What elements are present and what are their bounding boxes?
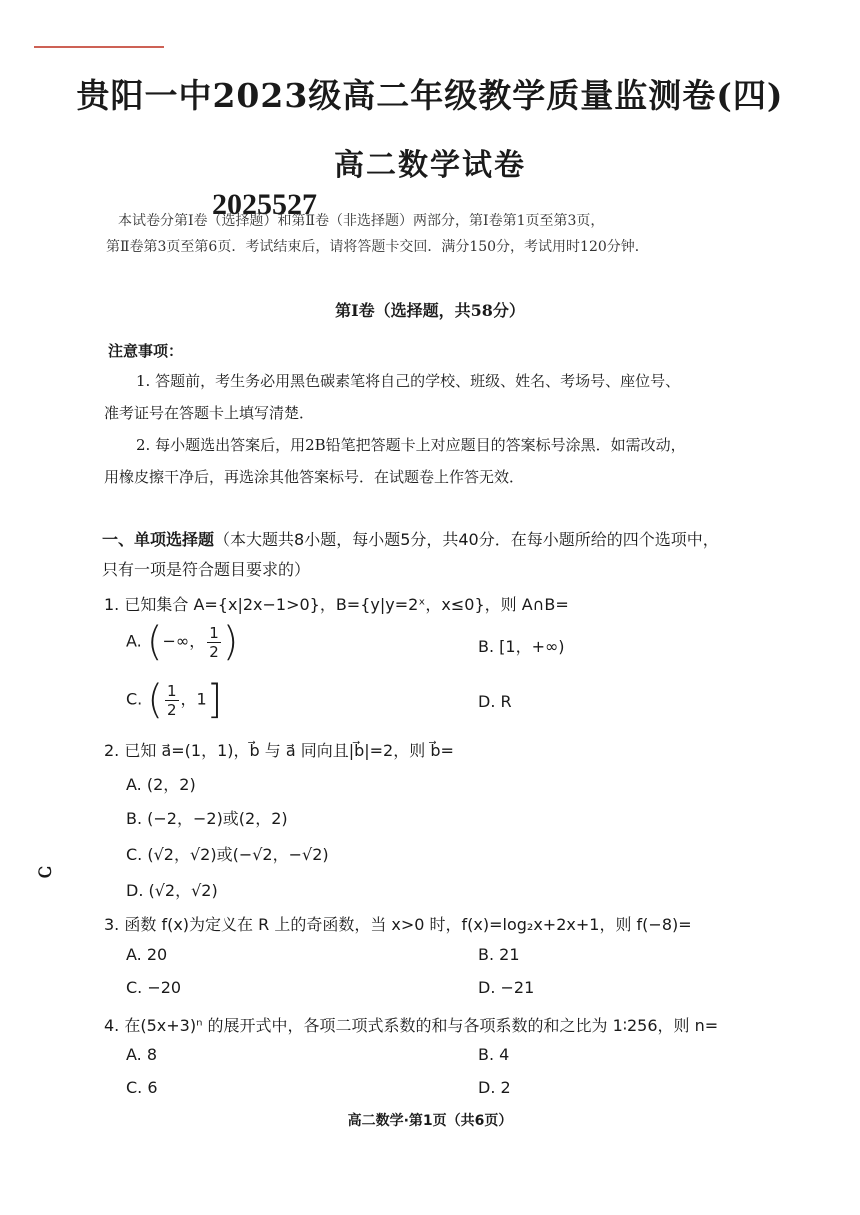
option-c-right-value: ，1 [180, 689, 207, 709]
question-4-option-d: D. 2 [478, 1078, 511, 1097]
question-2-option-c: C. (√2，√2)或(−√2，−√2) [126, 845, 329, 864]
handwritten-mark: ͻ [32, 865, 61, 879]
option-c-label: C. [126, 689, 143, 709]
fraction-numerator: 1 [209, 623, 219, 642]
fraction-denominator: 2 [166, 700, 177, 719]
question-1-stem: 1. 已知集合 A={x|2x−1>0}，B={y|y=2ˣ，x≤0}，则 A∩B= [104, 595, 569, 614]
question-2-option-d: D. (√2，√2) [126, 881, 218, 900]
right-bracket: ] [206, 677, 223, 723]
question-3-option-d: D. −21 [478, 978, 535, 997]
note-2-line-2: 用橡皮擦干净后，再选涂其他答案标号．在试题卷上作答无效． [104, 468, 525, 486]
question-4-option-b: B. 4 [478, 1045, 510, 1064]
fraction [165, 682, 179, 719]
fraction-denominator: 2 [209, 642, 219, 661]
intro-line-1: 本试卷分第Ⅰ卷（选择题）和第Ⅱ卷（非选择题）两部分，第Ⅰ卷第1页至第3页， [118, 213, 605, 229]
question-1-option-a [126, 619, 239, 665]
right-paren: ) [222, 619, 239, 665]
question-3-option-c: C. −20 [126, 978, 182, 997]
part-heading [102, 527, 719, 550]
question-4-stem: 4. 在(5x+3)ⁿ 的展开式中，各项二项式系数的和与各项系数的和之比为 1∶256，则 n= [104, 1016, 719, 1035]
fraction-numerator: 1 [166, 681, 177, 700]
question-2-stem: 2. 已知 a⃗=(1，1)，b⃗ 与 a⃗ 同向且|b⃗|=2，则 b⃗= [104, 741, 454, 760]
question-3-option-a: A. 20 [126, 945, 168, 964]
note-1-line-1: 1. 答题前，考生务必用黑色碳素笔将自己的学校、班级、姓名、考场号、座位号、 [136, 372, 681, 390]
question-1-option-b: B. [1，+∞) [478, 637, 565, 656]
question-1-option-c [126, 677, 223, 723]
note-2-line-1: 2. 每小题选出答案后，用2B铅笔把答题卡上对应题目的答案标号涂黑．如需改动， [136, 436, 686, 454]
option-a-left-value: −∞， [162, 631, 206, 651]
note-1-line-2: 准考证号在答题卡上填写清楚． [104, 404, 315, 422]
notes-heading: 注意事项： [108, 342, 184, 360]
question-4-option-a: A. 8 [126, 1045, 158, 1064]
left-paren: ( [147, 677, 163, 723]
question-3-option-b: B. 21 [478, 945, 520, 964]
left-paren: ( [146, 619, 163, 665]
page-footer: 高二数学·第1页（共6页） [347, 1113, 513, 1129]
fraction [207, 624, 221, 661]
red-mark-line [34, 46, 164, 48]
part-heading-line-2: 只有一项是符合题目要求的） [102, 560, 311, 579]
question-1-option-d: D. R [478, 692, 512, 711]
option-a-label: A. [126, 631, 142, 651]
question-2-option-b: B. (−2，−2)或(2，2) [126, 809, 288, 828]
intro-line-2: 第Ⅱ卷第3页至第6页．考试结束后，请将答题卡交回．满分150分，考试用时120分钟． [106, 239, 649, 255]
part-heading-title: 一、单项选择题 [102, 530, 215, 549]
question-2-option-a: A. (2，2) [126, 775, 196, 794]
question-3-stem: 3. 函数 f(x)为定义在 R 上的奇函数，当 x>0 时，f(x)=log₂x+2x+1，则 f(−8)= [104, 915, 692, 934]
exam-title: 贵阳一中2023级高二年级教学质量监测卷(四) [76, 76, 784, 115]
exam-subtitle: 高二数学试卷 [334, 148, 526, 183]
part-heading-desc: （本大题共8小题，每小题5分，共40分．在每小题所给的四个选项中， [214, 530, 719, 549]
question-4-option-c: C. 6 [126, 1078, 158, 1097]
section-heading: 第Ⅰ卷（选择题，共58分） [335, 301, 525, 320]
stamp-code: 2025527 [212, 188, 317, 221]
